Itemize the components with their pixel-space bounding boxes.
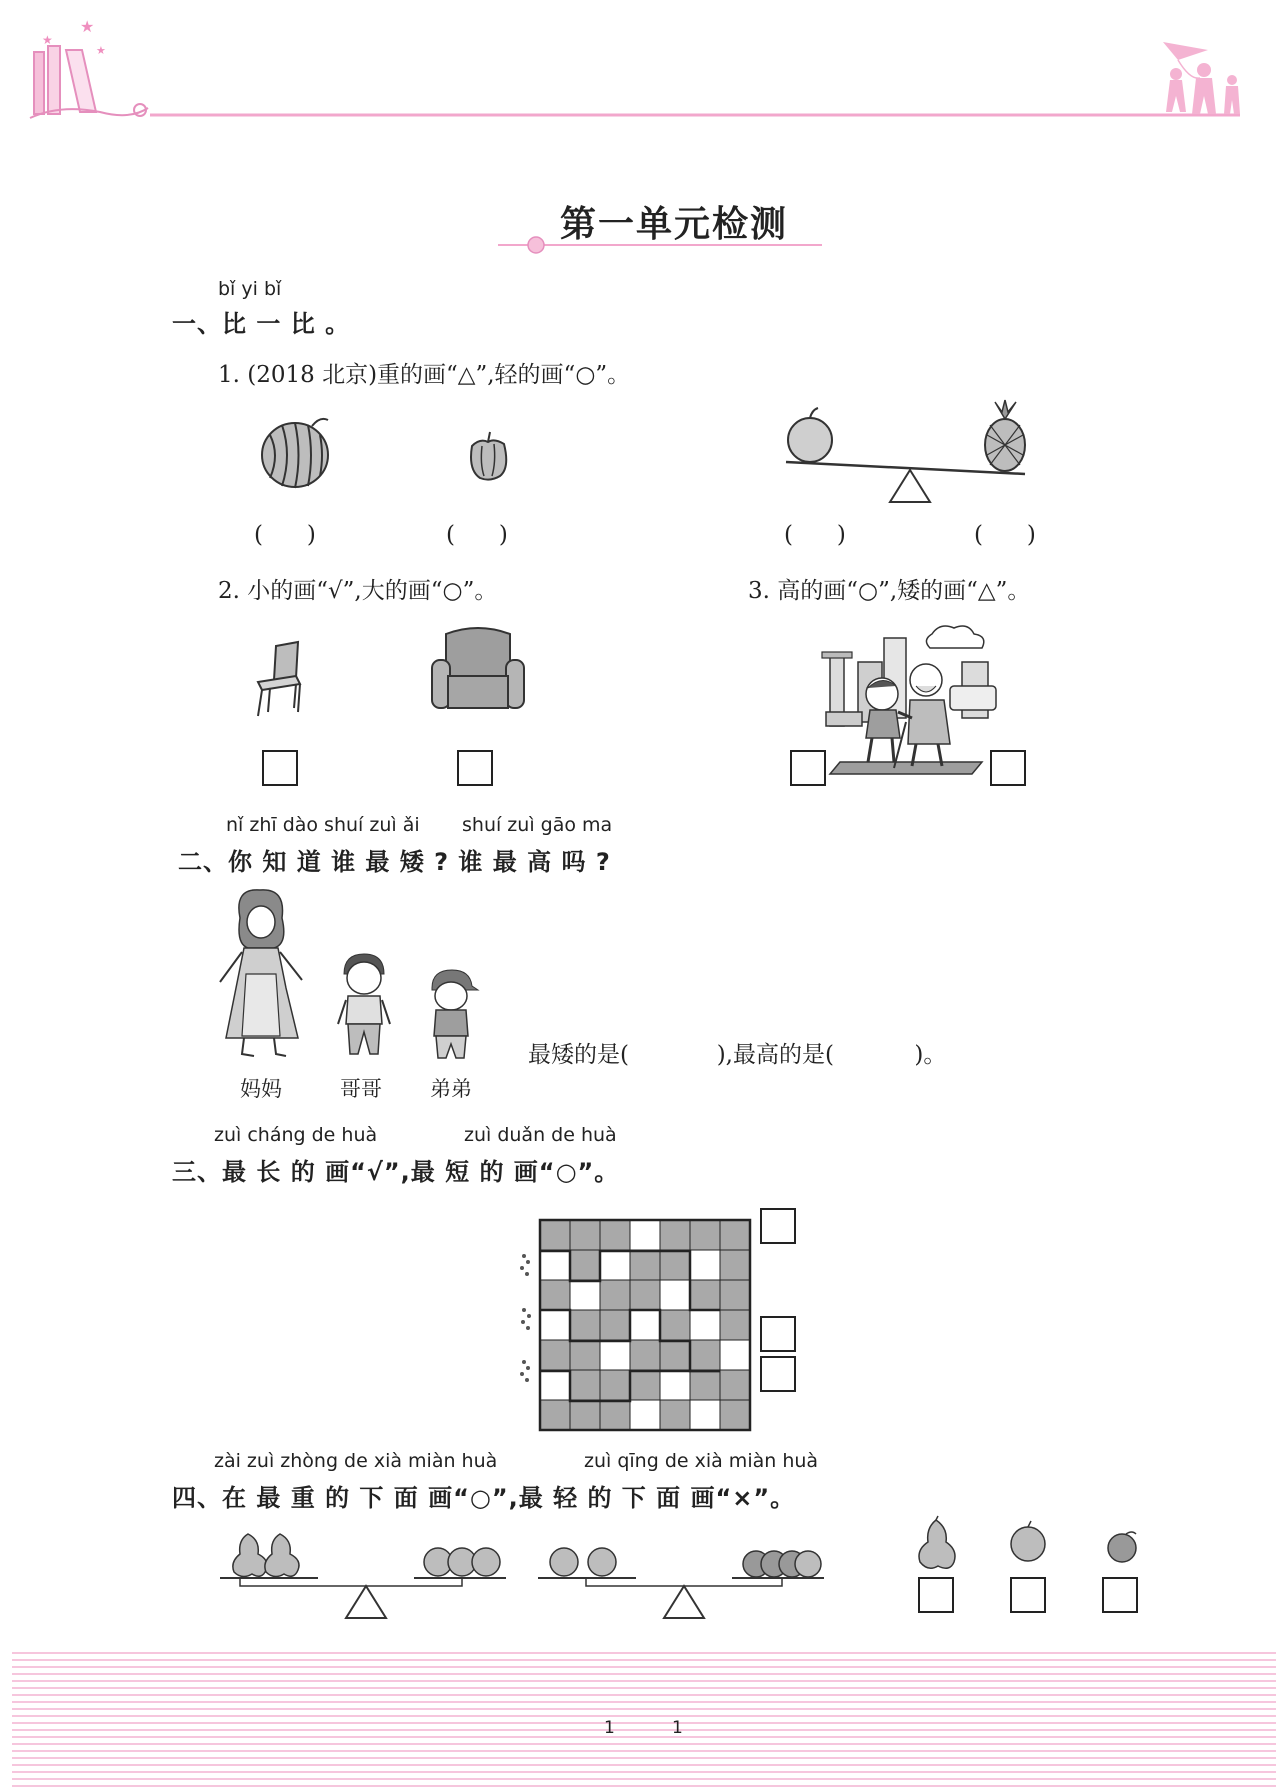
grid-cell (690, 1250, 720, 1280)
grid-cell (630, 1340, 660, 1370)
grid-cell (660, 1340, 690, 1370)
grid-cell (600, 1400, 630, 1430)
grid-cell (540, 1370, 570, 1400)
grid-cell (720, 1280, 750, 1310)
grid-cell (540, 1340, 570, 1370)
label-brother: 哥哥 (340, 1077, 382, 1101)
grid-cell (690, 1310, 720, 1340)
grid-cell (630, 1370, 660, 1400)
grid-cell (630, 1280, 660, 1310)
grid-cell (690, 1400, 720, 1430)
q1-blank-2[interactable]: ( ) (446, 522, 508, 548)
section2-heading: 二、你 知 道 谁 最 矮 ? 谁 最 高 吗 ? (178, 848, 611, 876)
section4-heading: 四、在 最 重 的 下 面 画“○”,最 轻 的 下 面 画“×”。 (172, 1484, 796, 1512)
section3-heading: 三、最 长 的 画“√”,最 短 的 画“○”。 (172, 1158, 620, 1186)
label-little-brother: 弟弟 (430, 1077, 472, 1101)
grid-cell (630, 1400, 660, 1430)
little-brother-image (424, 968, 480, 1064)
page-number-right: 1 (672, 1718, 683, 1738)
grid-cell (660, 1250, 690, 1280)
grid-cell (540, 1220, 570, 1250)
section1-heading: 一、比 一 比 。 (172, 310, 351, 338)
q1-blank-4[interactable]: ( ) (974, 522, 1036, 548)
grid-cell (570, 1280, 600, 1310)
grid-cell (690, 1280, 720, 1310)
chair-image (248, 640, 318, 720)
svg-text:★: ★ (42, 33, 53, 47)
grid-cell (570, 1340, 600, 1370)
apple-image (1004, 1520, 1054, 1570)
grid-cell (600, 1280, 630, 1310)
q1-blank-3[interactable]: ( ) (784, 522, 846, 548)
section2-pinyin-a: nǐ zhī dào shuí zuì ǎi (226, 814, 420, 836)
grid-cell (540, 1280, 570, 1310)
grid-cell (570, 1370, 600, 1400)
section2-pinyin-b: shuí zuì gāo ma (462, 814, 613, 836)
grid-cell (690, 1370, 720, 1400)
section2-answer-line[interactable]: 最矮的是( ),最高的是( )。 (528, 1042, 947, 1068)
section3-pinyin-a: zuì cháng de huà (214, 1124, 378, 1146)
grid-cell (720, 1220, 750, 1250)
pears-vs-apples-balance (218, 1520, 508, 1630)
q2-answer-box-chair[interactable] (262, 750, 298, 786)
grid-cell (720, 1340, 750, 1370)
pepper-image (460, 428, 520, 488)
grid-cell (660, 1310, 690, 1340)
grid-cell (600, 1340, 630, 1370)
apple-pineapple-balance (780, 400, 1040, 510)
grid-cell (600, 1370, 630, 1400)
q2-text: 2. 小的画“√”,大的画“○”。 (218, 578, 498, 604)
grid-cell (570, 1220, 600, 1250)
snake-grid-image (510, 1214, 750, 1434)
grid-cell (720, 1370, 750, 1400)
grid-cell (540, 1250, 570, 1280)
svg-text:★: ★ (96, 44, 106, 57)
grid-cell (570, 1310, 600, 1340)
title-underline (0, 0, 1287, 260)
armchair-image (428, 620, 528, 720)
label-mother: 妈妈 (240, 1077, 282, 1101)
q2-answer-box-armchair[interactable] (457, 750, 493, 786)
grid-cell (540, 1310, 570, 1340)
grid-cell (600, 1250, 630, 1280)
section3-pinyin-b: zuì duǎn de huà (464, 1124, 617, 1146)
grid-cell (660, 1280, 690, 1310)
q3-answer-box-grandpa[interactable] (990, 750, 1026, 786)
watermelon-image (250, 410, 340, 500)
apples-vs-fruits-balance (536, 1520, 826, 1630)
grid-cell (690, 1340, 720, 1370)
footer-stripes (12, 1652, 1276, 1789)
grid-cell (720, 1250, 750, 1280)
section3-answer-box-3[interactable] (760, 1356, 796, 1392)
grid-cell (660, 1400, 690, 1430)
section3-answer-box-1[interactable] (760, 1208, 796, 1244)
small-fruit-image (1098, 1524, 1148, 1574)
section4-pinyin-b: zuì qīng de xià miàn huà (584, 1450, 819, 1472)
grid-cell (540, 1400, 570, 1430)
boy-grandpa-street-image (822, 622, 997, 782)
q3-text: 3. 高的画“○”,矮的画“△”。 (748, 578, 1031, 604)
grid-cell (600, 1310, 630, 1340)
q3-answer-box-boy[interactable] (790, 750, 826, 786)
q1-blank-1[interactable]: ( ) (254, 522, 316, 548)
grid-cell (630, 1310, 660, 1340)
section4-answer-box-apple[interactable] (1010, 1577, 1046, 1613)
grid-cell (570, 1250, 600, 1280)
mother-image (214, 888, 314, 1063)
page-number-left: 1 (604, 1718, 615, 1738)
grid-cell (720, 1310, 750, 1340)
grid-cell (660, 1370, 690, 1400)
section3-answer-box-2[interactable] (760, 1316, 796, 1352)
grid-cell (630, 1250, 660, 1280)
grid-cell (570, 1400, 600, 1430)
pear-image (912, 1516, 962, 1576)
grid-cell (600, 1220, 630, 1250)
section1-pinyin: bǐ yi bǐ (218, 278, 282, 300)
grid-cell (660, 1220, 690, 1250)
page-title: 第一单元检测 (560, 203, 789, 245)
svg-text:★: ★ (80, 17, 95, 36)
section4-answer-box-small-fruit[interactable] (1102, 1577, 1138, 1613)
q1-text: 1. (2018 北京)重的画“△”,轻的画“○”。 (218, 362, 631, 388)
grid-cell (690, 1220, 720, 1250)
section4-answer-box-pear[interactable] (918, 1577, 954, 1613)
section4-pinyin-a: zài zuì zhòng de xià miàn huà (214, 1450, 498, 1472)
brother-image (334, 952, 394, 1064)
grid-cell (720, 1400, 750, 1430)
grid-cell (630, 1220, 660, 1250)
